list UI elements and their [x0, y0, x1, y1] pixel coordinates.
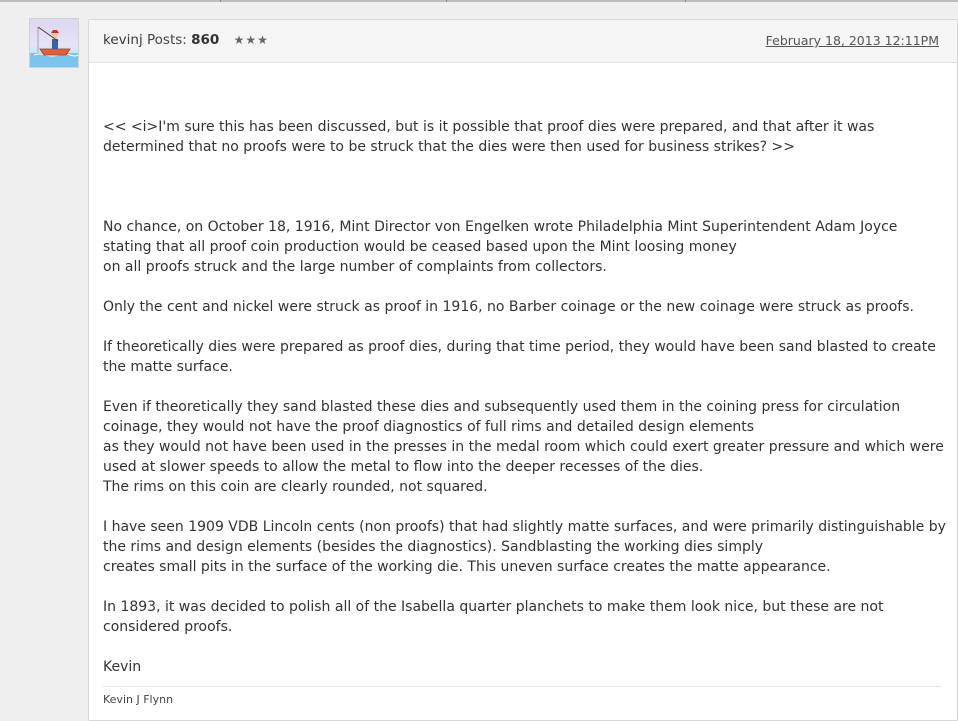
post-paragraph: Only the cent and nickel were struck as proof in 1916, no Barber coinage or the new coinage were struck as proofs. [103, 299, 914, 315]
post-paragraph: If theoretically dies were prepared as proof dies, during that time period, they would have been sand blasted to create the matte surface. [103, 339, 936, 375]
top-border-tick [685, 0, 686, 2]
avatar[interactable] [29, 18, 79, 68]
top-border-tick [446, 0, 447, 2]
post-paragraph: Even if theoretically they sand blasted these dies and subsequently used them in the coining press for circulation coinage, they would not have the proof diagnostics of full rims and detailed design elements as they would not have been used in the presses in the medal room which could exert greater pressure and which were used at slower speeds to allow the metal to flow into the deeper recesses of the dies. The rims on this coin are clearly rounded, not squared. [103, 399, 944, 495]
top-border [0, 0, 958, 2]
post-paragraph: In 1893, it was decided to polish all of the Isabella quarter planchets to make them look nice, but these are not considered proofs. [103, 599, 884, 635]
posts-label: Posts: [147, 32, 187, 48]
rank-stars-icon: ★★★ [233, 33, 269, 47]
quoted-text: << <i>I'm sure this has been discussed, but is it possible that proof dies were prepared, and that after it was determined that no proofs were to be struck that the dies were then used for business strikes? >> [103, 119, 875, 155]
signature: Kevin J Flynn [103, 693, 174, 706]
top-border-tick [220, 0, 221, 2]
posts-count: 860 [191, 32, 220, 48]
author-info [103, 32, 269, 48]
post-paragraph: I have seen 1909 VDB Lincoln cents (non proofs) that had slightly matte surfaces, and were primarily distinguishable by the rims and design elements (besides the diagnostics). Sandblasting the working dies simply creates small pits in the surface of the working die. This uneven surface creates the matte appearance. [103, 519, 946, 575]
signature-divider [103, 686, 941, 687]
fisherman-boat-icon [30, 19, 78, 67]
post-header [89, 20, 957, 63]
post-body [103, 117, 948, 677]
post-date-link[interactable]: February 18, 2013 12:11PM [765, 33, 939, 48]
post-signoff: Kevin [103, 659, 142, 675]
post-paragraph: No chance, on October 18, 1916, Mint Director von Engelken wrote Philadelphia Mint Superintendent Adam Joyce stating that all proof coin production would be ceased based upon the Mint loosing money on all proofs struck and the large number of complaints from collectors. [103, 219, 898, 275]
post-card [88, 19, 958, 721]
author-name[interactable]: kevinj [103, 32, 143, 48]
